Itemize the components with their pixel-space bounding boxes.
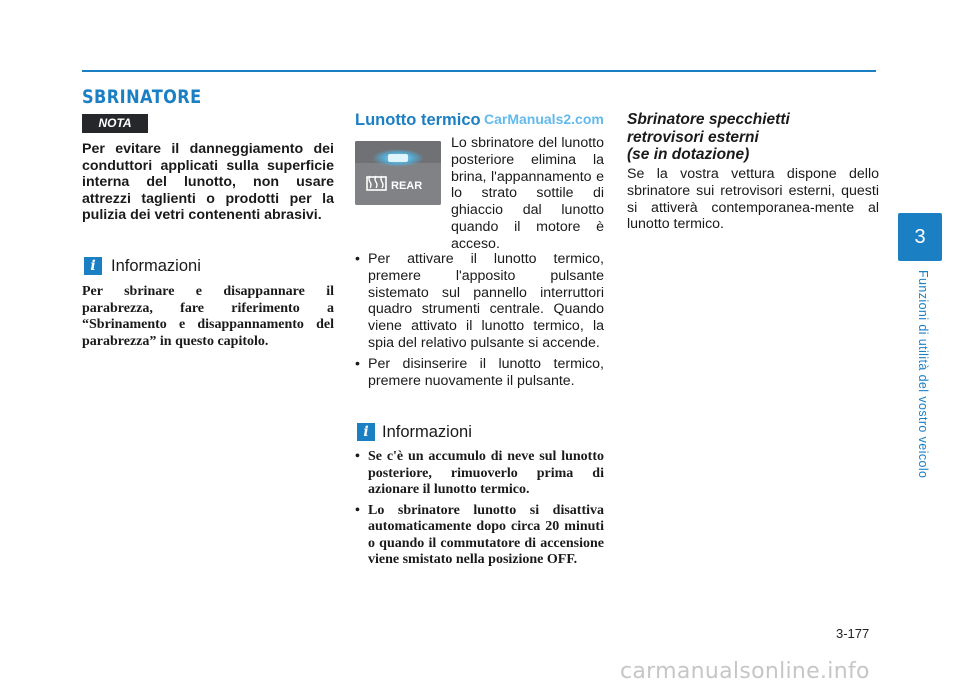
title-line: (se in dotazione) [627, 146, 750, 163]
subsection-title-mirrors [627, 111, 879, 164]
info-heading: Informazioni [111, 257, 201, 275]
section-title: SBRINATORE [82, 86, 202, 108]
list-item: • Per attivare il lunotto termico, premere l'apposito pulsante sistemato sul pannello interruttori quadro strumenti centrale. Quando viene attivato il lunotto termico, la spia del relativo pulsante si accende. [355, 251, 604, 351]
list-item: • Per disinserire il lunotto termico, premere nuovamente il pulsante. [355, 355, 604, 389]
info-icon: i [84, 257, 102, 275]
info-heading: Informazioni [382, 423, 472, 441]
info-list [355, 449, 604, 569]
nota-text: Per evitare il danneggiamento dei conduttori applicati sulla superficie interna del lunotto, non usare attrezzi taglienti o prodotti per la pulizia dei vetri contenenti abrasivi. [82, 141, 334, 223]
chapter-title: Funzioni di utilità del vostro veicolo [916, 270, 930, 479]
site-watermark: carmanualsonline.info [620, 659, 870, 684]
intro-text: Lo sbrinatore del lunotto posteriore elimina la brina, l'appannamento e lo strato sottile di ghiaccio dal lunotto quando il motore è acceso. [451, 135, 604, 252]
rear-label: REAR [391, 180, 423, 192]
rear-defrost-icon [355, 141, 441, 205]
top-rule [82, 70, 876, 72]
list-item: • Lo sbrinatore lunotto si disattiva automaticamente dopo circa 20 minuti o quando il commutatore di accensione viene smistato nella posizione OFF. [355, 502, 604, 567]
rear-defrost-button-image [355, 141, 441, 205]
info-icon: i [357, 423, 375, 441]
title-line: retrovisori esterni [627, 128, 759, 146]
chapter-tab: 3 [898, 213, 942, 261]
page-number: 3-177 [836, 626, 870, 641]
usage-list [355, 251, 604, 389]
info-text: Per sbrinare e disappannare il parabrezza, fare riferimento a “Sbrinamento e disappannamento del parabrezza” in questo capitolo. [82, 284, 334, 349]
title-line: Sbrinatore specchietti [627, 111, 790, 128]
nota-badge: NOTA [82, 114, 148, 133]
mirrors-text: Se la vostra vettura dispone dello sbrinatore sui retrovisori esterni, questi si attiverà contemporanea-mente al lunotto termico. [627, 166, 879, 233]
watermark: CarManuals2.com [484, 111, 604, 127]
list-item: • Se c'è un accumulo di neve sul lunotto posteriore, rimuoverlo prima di azionare il lunotto termico. [355, 449, 604, 497]
subsection-title: Lunotto termico [355, 111, 481, 129]
